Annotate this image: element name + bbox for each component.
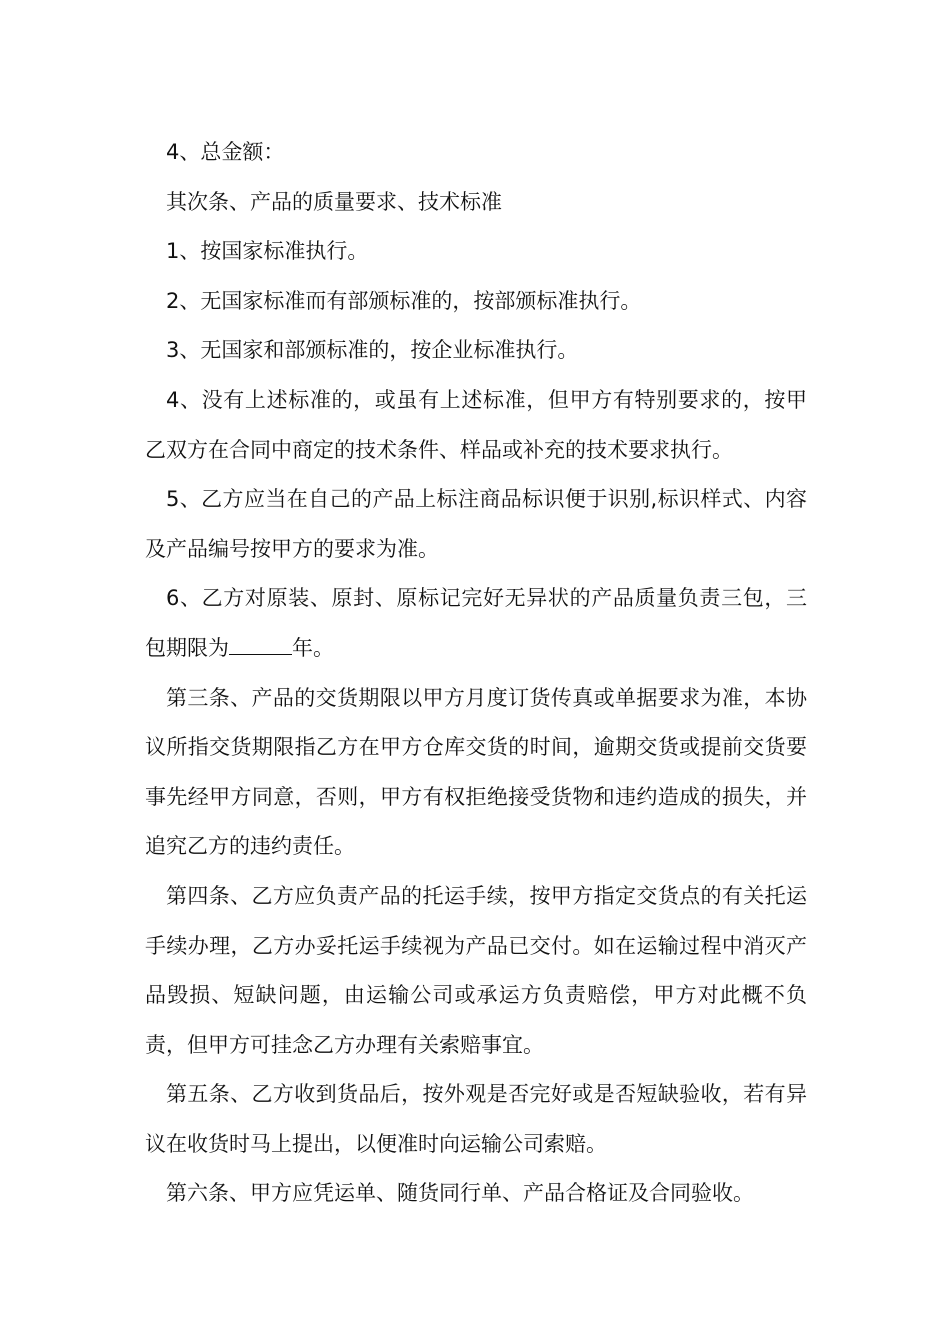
- clause-2-6: [145, 574, 807, 673]
- clause-2-2: 2、无国家标准而有部颁标准的，按部颁标准执行。: [166, 288, 642, 313]
- clause-2-6-suffix: 年。: [292, 635, 334, 660]
- article-3: 第三条、产品的交货期限以甲方月度订货传真或单据要求为准，本协议所指交货期限指乙方在甲方仓库交货的时间，逾期交货或提前交货要事先经甲方同意，否则，甲方有权拒绝接受货物和违约造成的损失，并追究乙方的违约责任。: [145, 685, 807, 859]
- article-6: 第六条、甲方应凭运单、随货同行单、产品合格证及合同验收。: [166, 1181, 754, 1206]
- clause-2-3: 3、无国家和部颁标准的，按企业标准执行。: [166, 338, 579, 363]
- article-4: 第四条、乙方应负责产品的托运手续，按甲方指定交货点的有关托运手续办理，乙方办妥托运手续视为产品已交付。如在运输过程中消灭产品毁损、短缺问题，由运输公司或承运方负责赔偿，甲方对此概不负责，但甲方可挂念乙方办理有关索赔事宜。: [145, 883, 807, 1057]
- clause-2-5: 5、乙方应当在自己的产品上标注商品标识便于识别,标识样式、内容及产品编号按甲方的要求为准。: [145, 487, 807, 561]
- warranty-years-blank: [229, 631, 292, 655]
- article-5: 第五条、乙方收到货品后，按外观是否完好或是否短缺验收，若有异议在收货时马上提出，以便准时向运输公司索赔。: [145, 1082, 807, 1156]
- clause-2-4: 4、没有上述标准的，或虽有上述标准，但甲方有特别要求的，按甲乙双方在合同中商定的技术条件、样品或补充的技术要求执行。: [145, 387, 807, 462]
- clause-2-6-text: 6、乙方对原装、原封、原标记完好无异状的产品质量负责三包，三包期限为: [145, 586, 807, 660]
- article-2-heading: 其次条、产品的质量要求、技术标准: [166, 189, 502, 214]
- total-amount-line: 4、总金额：: [166, 140, 285, 164]
- clause-2-1: 1、按国家标准执行。: [166, 239, 369, 264]
- contract-page: [145, 128, 807, 1219]
